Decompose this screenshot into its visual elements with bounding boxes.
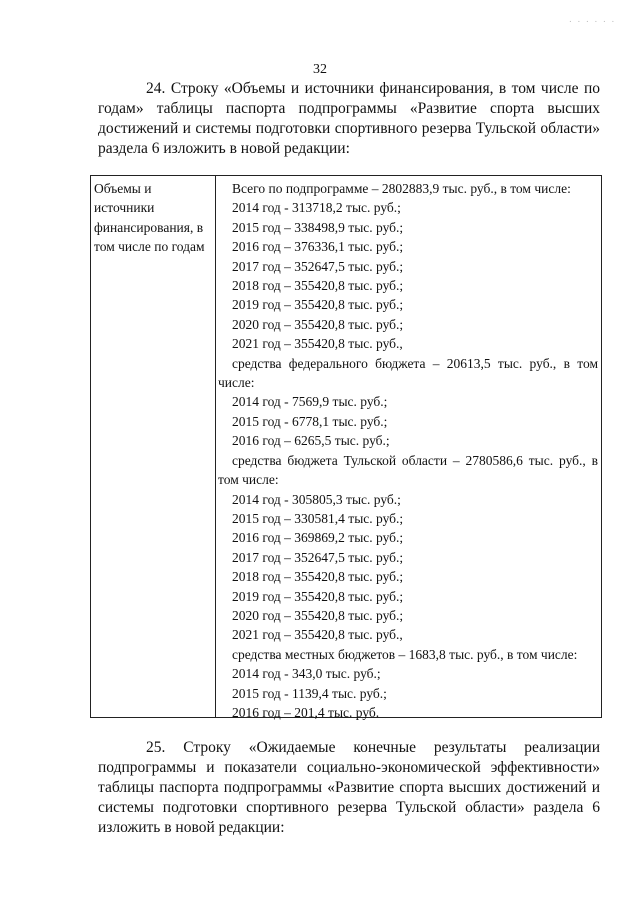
year-line: 2015 год - 6778,1 тыс. руб.;: [232, 413, 388, 429]
item-25-paragraph: [98, 738, 600, 838]
item-24-paragraph: [98, 79, 600, 159]
table-value-cell: [218, 179, 598, 722]
year-line: 2014 год - 313718,2 тыс. руб.;: [232, 200, 401, 216]
scan-corner-mark: . . . . . .: [569, 14, 616, 24]
year-line: 2015 год - 1139,4 тыс. руб.;: [232, 685, 387, 701]
local-funding-line: средства местных бюджетов – 1683,8 тыс. руб., в том числе:: [232, 646, 578, 662]
year-line: 2017 год – 352647,5 тыс. руб.;: [232, 258, 404, 274]
year-line: 2014 год - 7569,9 тыс. руб.;: [232, 394, 388, 410]
total-funding-line: Всего по подпрограмме – 2802883,9 тыс. руб., в том числе:: [232, 181, 571, 196]
federal-funding-line: средства федерального бюджета – 20613,5 тыс. руб., в том числе:: [218, 355, 598, 391]
label-line: финансирования, в: [94, 219, 204, 235]
year-line: 2016 год – 369869,2 тыс. руб.;: [232, 530, 404, 546]
table-column-divider: [215, 176, 216, 717]
year-line: 2019 год – 355420,8 тыс. руб.;: [232, 297, 404, 313]
table-label-cell: [94, 179, 215, 257]
label-line: Объемы и: [94, 181, 152, 196]
year-line: 2014 год - 343,0 тыс. руб.;: [232, 666, 381, 682]
year-line: 2016 год – 6265,5 тыс. руб.;: [232, 433, 390, 449]
year-line: 2014 год - 305805,3 тыс. руб.;: [232, 491, 401, 507]
year-line: 2017 год – 352647,5 тыс. руб.;: [232, 549, 404, 565]
page-number: 32: [313, 62, 327, 77]
regional-funding-line: средства бюджета Тульской области – 2780586,6 тыс. руб., в том числе:: [218, 452, 598, 488]
year-line: 2016 год – 376336,1 тыс. руб.;: [232, 239, 404, 255]
year-line: 2020 год – 355420,8 тыс. руб.;: [232, 607, 404, 623]
year-line: 2015 год – 338498,9 тыс. руб.;: [232, 219, 404, 235]
item-24-text: 24. Строку «Объемы и источники финансирования, в том числе по годам» таблицы паспорта подпрограммы «Развитие спорта высших достижений и системы подготовки спортивного резерва Тульской области» раздела 6 изложить в новой редакции:: [98, 80, 600, 157]
year-line: 2016 год – 201,4 тыс. руб.: [232, 704, 380, 720]
year-line: 2018 год – 355420,8 тыс. руб.;: [232, 569, 404, 585]
year-line: 2021 год – 355420,8 тыс. руб.,: [232, 336, 403, 352]
year-line: 2019 год – 355420,8 тыс. руб.;: [232, 588, 404, 604]
label-line: том числе по годам: [94, 239, 205, 255]
year-line: 2021 год – 355420,8 тыс. руб.,: [232, 627, 403, 643]
item-25-text: Строку «Ожидаемые конечные результаты реализации подпрограммы и показатели социально-экономической эффективности» таблицы паспорта подпрограммы «Развитие спорта высших достижений и системы подготовки спортивного резерва Тульской области» раздела 6 изложить в новой редакции:: [98, 739, 600, 836]
label-line: источники: [94, 200, 155, 216]
year-line: 2020 год – 355420,8 тыс. руб.;: [232, 316, 404, 332]
year-line: 2015 год – 330581,4 тыс. руб.;: [232, 510, 404, 526]
item-25-number: 25.: [146, 739, 166, 756]
year-line: 2018 год – 355420,8 тыс. руб.;: [232, 278, 404, 294]
financing-table: [90, 175, 602, 718]
